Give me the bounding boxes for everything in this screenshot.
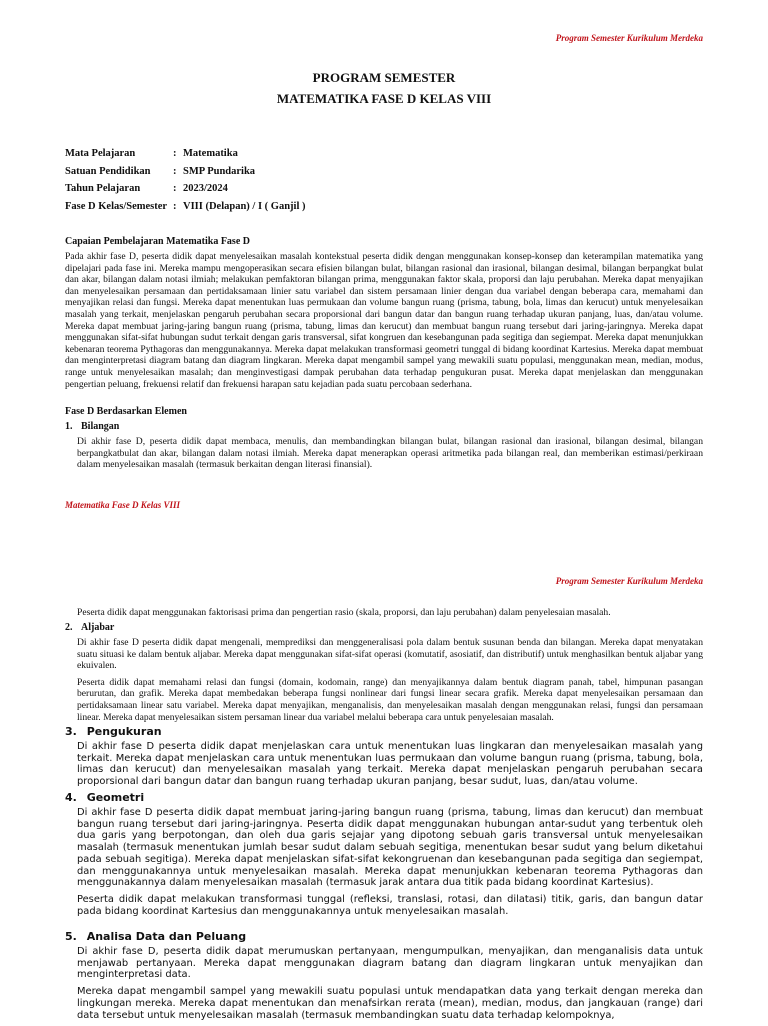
section-heading-analisa-data: [65, 930, 246, 943]
section-title: Bilangan: [81, 421, 120, 432]
capaian-text: [65, 251, 703, 390]
doc-title: PROGRAM SEMESTER: [312, 70, 456, 85]
section-paragraph: Di akhir fase D peserta didik dapat mengenali, memprediksi dan menggeneralisasi pola dalam bentuk susunan benda dan bilangan. Mereka dapat menyatakan suatu situasi ke dalam bentuk aljabar. Mereka dapat menggunakan sifat-sifat operasi (komutatif, asosiatif, dan distributif) untuk menghasilkan bentuk aljabar yang ekuivalen.: [77, 637, 703, 672]
section-number: 4.: [65, 791, 77, 804]
meta-value: SMP Pundarika: [183, 165, 256, 177]
section-title: Geometri: [86, 791, 145, 804]
meta-row: [65, 201, 306, 219]
meta-colon: :: [173, 183, 177, 194]
section-paragraph: Di akhir fase D, peserta didik dapat membaca, menulis, dan membandingkan bilangan bulat, bilangan rasional dan irasional, bilangan desimal, bilangan berpangkatbulat dan akar, bilangan dalam notasi ilmiah. Mereka dapat menerapkan operasi aritmetika pada bilangan real, dan memberikan estimasi/perkiraan dalam menyelesaikan masalah (termasuk berkaitan dengan literasi finansial).: [77, 436, 703, 471]
capaian-paragraph: Pada akhir fase D, peserta didik dapat menyelesaikan masalah kontekstual peserta didik dengan menggunakan konsep-konsep dan keterampilan matematika yang dipelajari pada fase ini. Mereka mampu mengoperasikan secara efisien bilangan bulat, bilangan rasional dan irasional, bilangan desimal, bilangan berpangkat bulat dan akar, bilangan dalam notasi ilmiah; melakukan pemfaktoran bilangan prima, menggunakan faktor skala, proporsi dan laju perubahan. Mereka dapat menyajikan dan menyelesaikan persamaan dan pertidaksamaan linier satu variabel dan sistem persamaan linier dengan dua variabel dengan beberapa cara, memahami dan menyajikan relasi dan fungsi. Mereka dapat menentukan luas permukaan dan volume bangun ruang (prisma, tabung, bola, limas dan kerucut) untuk menyelesaikan masalah yang terkait, menjelaskan pengaruh perubahan secara proporsional dari bangun datar dan bangun ruang terhadap ukuran panjang, luas, dan/atau volume. Mereka dapat membuat jaring-jaring bangun ruang (prisma, tabung, limas dan kerucut) dan membuat bangun ruang tersebut dari jaring-jaringnya. Mereka dapat menggunakan sifat-sifat hubungan sudut terkait dengan garis transversal, sifat kongruen dan kesebangunan pada segitiga dan segiempat. Mereka dapat menunjukkan kebenaran teorema Pythagoras dan menggunakannya. Mereka dapat melakukan transformasi geometri tunggal di bidang koordinat Kartesius. Mereka dapat membuat dan menginterpretasi diagram batang dan diagram lingkaran. Mereka dapat mengambil sampel yang mewakili suatu populasi, menggunakan mean, median, modus, range untuk menyelesaikan masalah; dan menginvestigasi dampak perubahan data terhadap pengukuran pusat. Mereka dapat menjelaskan dan menggunakan pengertian peluang, frekuensi relatif dan frekuensi harapan satu kejadian pada suatu percobaan sederhana.: [65, 251, 703, 390]
meta-row: [65, 183, 306, 201]
section-heading-aljabar: [65, 622, 114, 633]
meta-label: Satuan Pendidikan: [65, 165, 151, 177]
page-footer: Matematika Fase D Kelas VIII: [65, 500, 181, 510]
section-body-geometri: [77, 807, 703, 922]
doc-subtitle: MATEMATIKA FASE D KELAS VIII: [276, 91, 492, 106]
meta-value: VIII (Delapan) / I ( Ganjil ): [183, 200, 306, 212]
section-paragraph: Di akhir fase D, peserta didik dapat merumuskan pertanyaan, mengumpulkan, menyajikan, dan menganalisis data untuk menjawab pertanyaan. Mereka dapat menggunakan diagram batang dan diagram lingkaran untuk menyajikan dan menginterpretasi data.: [77, 946, 703, 981]
section-number: 2.: [65, 622, 73, 633]
section-number: 3.: [65, 725, 77, 738]
section-number: 5.: [65, 930, 77, 943]
section-paragraph: Di akhir fase D peserta didik dapat menjelaskan cara untuk menentukan luas lingkaran dan menyelesaikan masalah yang terkait. Mereka dapat menjelaskan cara untuk menentukan luas permukaan dan volume bangun ruang (prisma, tabung, bola, limas dan kerucut) dan menyelesaikan masalah yang terkait. Mereka dapat menjelaskan pengaruh perubahan secara proporsional dari bangun datar dan bangun ruang terhadap ukuran panjang, besar sudut, luas, dan/atau volume.: [77, 741, 703, 788]
section-title: Analisa Data dan Peluang: [86, 930, 247, 943]
section-body-analisa-data: [77, 946, 703, 1026]
section-paragraph: Peserta didik dapat menggunakan faktorisasi prima dan pengertian rasio (skala, proporsi, dan laju perubahan) dalam penyelesaian masalah.: [77, 607, 611, 618]
meta-table: [65, 148, 306, 218]
section-body-aljabar: [77, 637, 703, 728]
meta-label: Tahun Pelajaran: [65, 183, 141, 194]
section-title: Aljabar: [81, 622, 115, 633]
meta-colon: :: [173, 148, 177, 159]
section-body-bilangan-1: [77, 436, 703, 476]
section-title: Pengukuran: [86, 725, 162, 738]
section-paragraph: Di akhir fase D peserta didik dapat membuat jaring-jaring bangun ruang (prisma, tabung, limas dan kerucut) dan membuat bangun ruang tersebut dari jaring-jaringnya. Peserta didik dapat menggunakan hubungan antar-sudut yang terbentuk oleh dua garis yang berpotongan, dan oleh dua garis sejajar yang dipotong sebuah garis transversal untuk menyelesaikan masalah (termasuk menentukan jumlah besar sudut dalam sebuah segitiga, menentukan besar sudut yang belum diketahui pada sebuah segitiga). Mereka dapat menjelaskan sifat-sifat kekongruenan dan kesebangunan pada segitiga dan segiempat, dan menggunakannya untuk menyelesaikan masalah. Mereka dapat menunjukkan kebenaran teorema Pythagoras dan menggunakannya dalam menyelesaikan masalah (termasuk jarak antara dua titik pada bidang koordinat Kartesius).: [77, 807, 703, 889]
meta-colon: :: [173, 200, 177, 212]
section-paragraph: Peserta didik dapat melakukan transformasi tunggal (refleksi, translasi, rotasi, dan dilatasi) titik, garis, dan bangun datar pada bidang koordinat Kartesius dan menggunakannya untuk menyelesaikan masalah.: [77, 893, 703, 917]
section-paragraph: Mereka dapat mengambil sampel yang mewakili suatu populasi untuk mendapatkan data yang terkait dengan mereka dan lingkungan mereka. Mereka dapat menentukan dan menafsirkan rerata (mean), median, modus, dan jangkauan (range) dari data tersebut untuk menyelesaikan masalah (termasuk membandingkan suatu data terhadap kelompoknya,: [77, 986, 703, 1021]
page-header: Program Semester Kurikulum Merdeka: [555, 33, 703, 43]
meta-colon: :: [173, 165, 177, 177]
page-header: Program Semester Kurikulum Merdeka: [555, 576, 703, 586]
elemen-heading: Fase D Berdasarkan Elemen: [65, 406, 187, 417]
section-paragraph: Peserta didik dapat memahami relasi dan fungsi (domain, kodomain, range) dan menyajikannya dalam bentuk diagram panah, tabel, himpunan pasangan berurutan, dan grafik. Mereka dapat membedakan beberapa fungsi nonlinear dari fungsi linear secara grafik. Mereka dapat menyelesaikan persamaan dan pertidaksamaan linear satu variabel. Mereka dapat menyajikan, menganalisis, dan menyelesaikan masalah dengan menggunakan relasi, fungsi dan persamaan linear. Mereka dapat menyelesaikan sistem persaman linear dua variabel melalui beberapa cara untuk penyelesaian masalah.: [77, 676, 703, 723]
section-heading-geometri: [65, 791, 144, 804]
section-heading-bilangan: [65, 421, 119, 432]
section-number: 1.: [65, 421, 73, 432]
capaian-heading: Capaian Pembelajaran Matematika Fase D: [65, 236, 250, 247]
section-body-pengukuran: [77, 741, 703, 793]
meta-value: 2023/2024: [183, 183, 228, 194]
section-heading-pengukuran: [65, 725, 162, 738]
meta-row: [65, 148, 306, 166]
meta-row: [65, 166, 306, 184]
meta-value: Matematika: [183, 148, 238, 159]
meta-label: Mata Pelajaran: [65, 148, 136, 159]
section-body-bilangan-2: [77, 607, 703, 624]
meta-label: Fase D Kelas/Semester: [65, 200, 168, 212]
